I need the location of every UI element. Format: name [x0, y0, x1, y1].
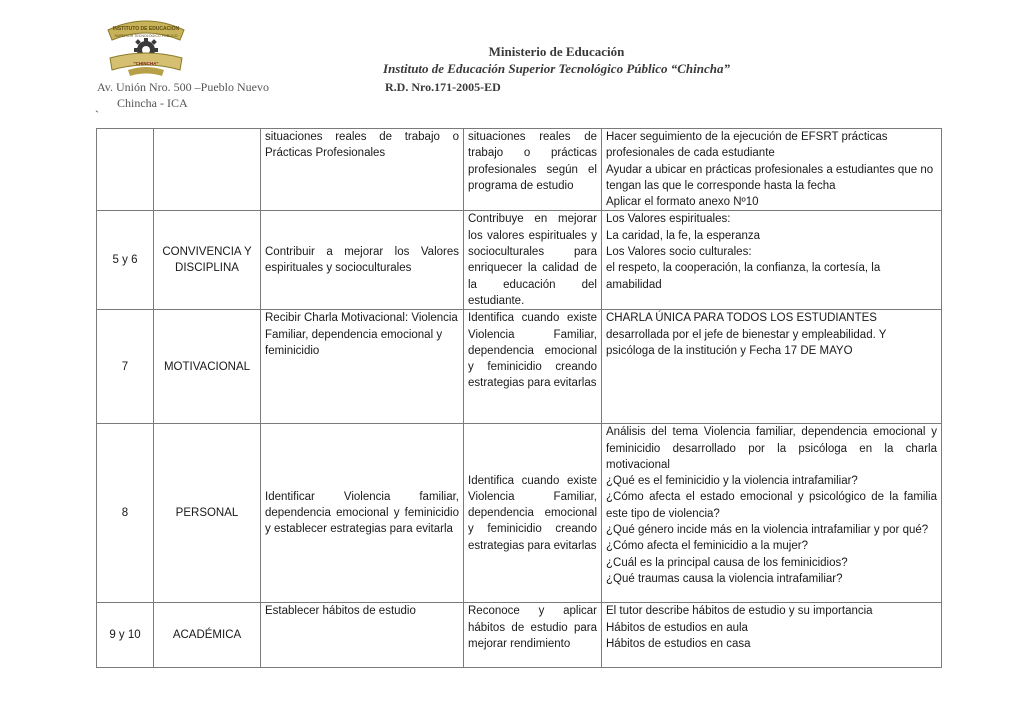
- address-line-1: Av. Unión Nro. 500 –Pueblo Nuevo: [97, 80, 269, 94]
- objective-cell: Establecer hábitos de estudio: [261, 603, 464, 668]
- activities-cell: [602, 129, 942, 211]
- activity-line: El tutor describe hábitos de estudio y su importancia: [606, 605, 873, 618]
- area-cell: ACADÉMICA: [154, 603, 261, 668]
- activity-line: ¿Qué traumas causa la violencia intrafamiliar?: [606, 572, 843, 585]
- tutoring-plan-table: [96, 128, 942, 668]
- session-cell: 8: [97, 424, 154, 603]
- activity-line: Aplicar el formato anexo Nº10: [606, 196, 759, 209]
- activity-line: el respeto, la cooperación, la confianza, la cortesía, la amabilidad: [606, 262, 881, 291]
- session-cell: 7: [97, 310, 154, 424]
- indicator-cell: Identifica cuando existe Violencia Familiar, dependencia emocional y feminicidio creando estrategias para evitarlas: [464, 310, 602, 424]
- activities-cell: [602, 211, 942, 310]
- stray-mark: `: [95, 108, 99, 122]
- activity-line: Análisis del tema Violencia familiar, dependencia emocional y feminicidio desarrollado por la psicóloga en la charla motivacional: [606, 426, 937, 471]
- area-cell: MOTIVACIONAL: [154, 310, 261, 424]
- activity-line: Los Valores socio culturales:: [606, 246, 752, 259]
- activity-line: CHARLA ÚNICA PARA TODOS LOS ESTUDIANTES desarrollada por el jefe de bienestar y empleabilidad. Y psicóloga de la institución y Fecha 17 DE MAYO: [606, 312, 887, 357]
- area-cell: CONVIVENCIA Y DISCIPLINA: [154, 211, 261, 310]
- activity-line: Hacer seguimiento de la ejecución de EFSRT prácticas profesionales de cada estudiante: [606, 131, 888, 160]
- objective-cell: Recibir Charla Motivacional: Violencia Familiar, dependencia emocional y feminicidio: [261, 310, 464, 424]
- activities-cell: [602, 310, 942, 424]
- logo-text-2: SUPERIOR TECNOLOGICO PUBLICO: [114, 34, 178, 38]
- activity-line: Hábitos de estudios en casa: [606, 637, 751, 650]
- indicator-cell: situaciones reales de trabajo o prácticas profesionales según el programa de estudio: [464, 129, 602, 211]
- activity-line: ¿Qué género incide más en la violencia intrafamiliar y por qué?: [606, 524, 929, 537]
- objective-cell: Contribuir a mejorar los Valores espirituales y socioculturales: [261, 211, 464, 310]
- indicator-cell: Contribuye en mejorar los valores espirituales y socioculturales para enriquecer la calidad de la educación del estudiante.: [464, 211, 602, 310]
- activities-cell: [602, 603, 942, 668]
- activity-line: Los Valores espirituales:: [606, 213, 731, 226]
- activity-line: ¿Cuál es la principal causa de los feminicidios?: [606, 556, 848, 569]
- resolution-number: R.D. Nro.171-2005-ED: [385, 80, 501, 94]
- table-row: [97, 310, 942, 424]
- logo-text-1: INSTITUTO DE EDUCACION: [112, 26, 180, 32]
- session-cell: [97, 129, 154, 211]
- institute-title: Instituto de Educación Superior Tecnológico Público “Chincha”: [383, 61, 730, 76]
- area-cell: [154, 129, 261, 211]
- table-row: [97, 603, 942, 668]
- area-cell: PERSONAL: [154, 424, 261, 603]
- session-cell: 5 y 6: [97, 211, 154, 310]
- table-row: [97, 211, 942, 310]
- activity-line: Ayudar a ubicar en prácticas profesionales a estudiantes que no tengan las que le corresponde hasta la fecha: [606, 163, 934, 192]
- logo-text-3: "CHINCHA": [133, 61, 159, 66]
- activities-cell: [602, 424, 942, 603]
- table-row: [97, 129, 942, 211]
- indicator-cell: Identifica cuando existe Violencia Familiar, dependencia emocional y feminicidio creando estrategias para evitarlas: [464, 424, 602, 603]
- address-line-2: Chincha - ICA: [117, 96, 188, 110]
- table-row: [97, 424, 942, 603]
- ministry-title: Ministerio de Educación: [488, 44, 625, 59]
- activity-line: ¿Cómo afecta el estado emocional y psicológico de la familia este tipo de violencia?: [606, 491, 937, 520]
- activity-line: ¿Cómo afecta el feminicidio a la mujer?: [606, 540, 808, 553]
- activity-line: Hábitos de estudios en aula: [606, 621, 748, 634]
- activity-line: ¿Qué es el feminicidio y la violencia intrafamiliar?: [606, 475, 858, 488]
- indicator-cell: Reconoce y aplicar hábitos de estudio para mejorar rendimiento: [464, 603, 602, 668]
- objective-cell: situaciones reales de trabajo o Prácticas Profesionales: [261, 129, 464, 211]
- objective-cell: Identificar Violencia familiar, dependencia emocional y feminicidio y establecer estrategias para evitarla: [261, 424, 464, 603]
- session-cell: 9 y 10: [97, 603, 154, 668]
- activity-line: La caridad, la fe, la esperanza: [606, 229, 761, 242]
